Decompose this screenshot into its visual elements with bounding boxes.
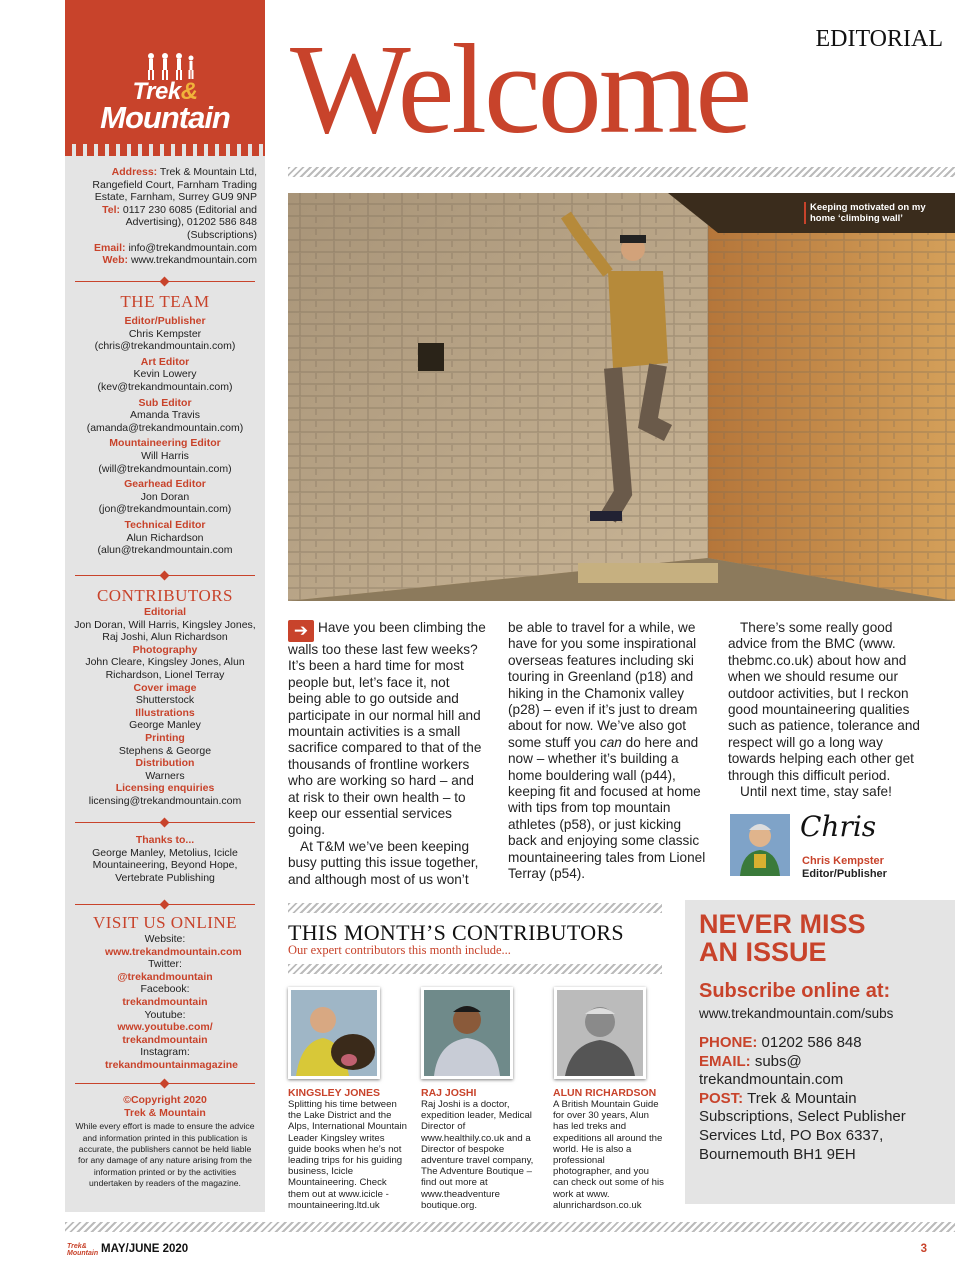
team-email: (alun@trekandmountain.com — [97, 544, 233, 557]
team-name: Amanda Travis — [129, 409, 201, 422]
credit-label: Editorial — [143, 606, 186, 618]
signature: Chris — [800, 810, 877, 843]
copyright-section — [65, 1094, 265, 1190]
team-email: (jon@trekandmountain.com) — [98, 503, 232, 516]
article-col-2 — [508, 620, 706, 883]
footer-logo — [67, 1243, 98, 1257]
thanks-label: Thanks to... — [135, 834, 195, 846]
signature-block — [802, 855, 887, 881]
phone-label: PHONE: — [699, 1034, 758, 1051]
editor-photo — [730, 814, 790, 876]
address-block: Address: Trek & Mountain Ltd, Rangefield Court, Farnham Trading Estate, Farnham, Surrey GU9 9NP Tel: 0117 230 6085 (Editorial and Advertising), 01202 586 848 (Subscriptions) Email: info@trekandmountain.com Web: www.trekandmountain.com — [92, 166, 257, 267]
logo-text-bottom: Mountain — [100, 100, 230, 135]
team-name: Jon Doran — [140, 490, 190, 503]
contributor-photo-raj — [421, 987, 513, 1079]
team-role: Sub Editor — [138, 396, 192, 409]
credit-label: Printing — [145, 731, 185, 744]
online-section — [65, 913, 265, 1072]
contributor-name: KINGSLEY JONES — [288, 1087, 380, 1099]
online-value[interactable]: trekandmountainmagazine — [105, 1058, 239, 1071]
phone-value: 01202 586 848 — [761, 1034, 862, 1051]
post-value: Trek & Mountain Subscriptions, Select Publisher Services Ltd, PO Box 6337, Bournemouth BH1 9EH — [699, 1089, 906, 1163]
email-label: EMAIL: — [699, 1052, 751, 1070]
article-paragraph: Have you been climbing the walls too these last few weeks? It’s been a hard time for most people but, let’s face it, not being able to go outside and participate in our normal hill and mountain activities is a small sacrifice compared to that of the thousands of frontline workers who are working so hard – and at risk to their own health – to keep our essential services going. — [288, 620, 486, 838]
hatch-rule — [288, 964, 662, 974]
subscribe-headline — [699, 910, 866, 966]
thanks-section — [65, 834, 265, 884]
article-col-3 — [728, 620, 926, 800]
contributors-title: THIS MONTH’S CONTRIBUTORS — [288, 920, 624, 945]
team-role: Gearhead Editor — [124, 478, 206, 491]
credit-label: Distribution — [135, 757, 195, 770]
subscribe-online-label: Subscribe online at: — [699, 980, 891, 1002]
post-label: POST: — [699, 1089, 744, 1107]
subscribe-box — [685, 900, 955, 1204]
article-emphasis: can — [599, 734, 622, 750]
credit-value: George Manley — [129, 719, 201, 732]
credit-label: Cover image — [133, 681, 197, 694]
contributor-photo-kingsley — [288, 987, 380, 1079]
credit-value: Warners — [145, 769, 185, 782]
team-email: (chris@trekandmountain.com) — [94, 340, 236, 353]
team-name: Kevin Lowery — [133, 368, 197, 381]
team-email: (amanda@trekandmountain.com) — [86, 421, 244, 434]
sidebar — [65, 0, 265, 1212]
online-label: Youtube: — [144, 1008, 186, 1021]
logo-block — [65, 0, 265, 150]
credit-value: Jon Doran, Will Harris, Kingsley Jones, Raj Joshi, Alun Richardson — [74, 618, 256, 644]
hero-photo — [288, 193, 955, 601]
team-role: Technical Editor — [124, 518, 206, 531]
article-col-1 — [288, 620, 486, 888]
team-role: Mountaineering Editor — [109, 437, 221, 450]
contributor-bio: Raj Joshi is a doctor, expedition leader, Medical Director of www.healthily.co.uk and a Director of bespoke adventure travel company, The Adventure Boutique – find out more at www.theadventure boutique.org. — [421, 1099, 534, 1211]
contributor-bio: A British Mountain Guide for over 30 years, Alun has led treks and expeditions all around the world. He is also a professional photographer, and you can check out some of his work at www. alunrichardson.co.uk — [553, 1099, 664, 1211]
credit-value: licensing@trekandmountain.com — [88, 794, 242, 807]
team-section — [65, 292, 265, 557]
article-text: do here and now – whether it’s building a home bouldering wall (p44), keeping fit and focused at home with tips from top mountain athletes (p58), or just kicking back and enjoying some classic mountaineering tales from Lionel Terray (p54). — [508, 734, 706, 882]
signature-role: Editor/Publisher — [802, 868, 887, 880]
team-name: Chris Kempster — [128, 327, 202, 340]
diamond-icon — [160, 900, 170, 910]
logo-text-top: Trek& — [132, 78, 198, 105]
subscribe-contact — [699, 1034, 949, 1164]
signature-name: Chris Kempster — [802, 855, 884, 867]
contributor-bio: Splitting his time between the Lake District and the Alps, International Mountain Leader Kingsley writes guide books when he’s not leading trips for his guiding business, Icicle Mountaineering. Check them out at www.icicle -mountaineering.ltd.uk — [288, 1099, 407, 1211]
contributors-subtitle: Our expert contributors this month include... — [288, 943, 511, 957]
contributor-name: RAJ JOSHI — [421, 1087, 477, 1099]
hatch-rule — [288, 167, 955, 177]
online-value[interactable]: trekandmountain — [122, 995, 208, 1008]
online-label: Website: — [144, 933, 186, 945]
team-role: Editor/Publisher — [124, 315, 206, 327]
footer-logo-bottom: Mountain — [67, 1250, 99, 1257]
copyright-title: ©Copyright 2020 Trek & Mountain — [123, 1094, 207, 1119]
page-title: Welcome — [290, 18, 750, 160]
diamond-icon — [160, 571, 170, 581]
section-label: EDITORIAL — [815, 26, 943, 52]
page-number: 3 — [920, 1243, 927, 1255]
torn-edge — [65, 144, 265, 156]
photo-caption: Keeping motivated on my home ‘climbing wall’ — [804, 202, 940, 224]
online-title: VISIT US ONLINE — [92, 913, 238, 932]
team-name: Will Harris — [141, 449, 189, 462]
thanks-value: George Manley, Metolius, Icicle Mountaineering, Beyond Hope, Vertebrate Publishing — [92, 846, 238, 884]
subscribe-headline-line: AN ISSUE — [699, 937, 827, 967]
online-label: Instagram: — [140, 1046, 190, 1059]
article-paragraph: Until next time, stay safe! — [740, 784, 892, 800]
credits-title: CONTRIBUTORS — [96, 586, 234, 605]
team-name: Alun Richardson — [126, 531, 204, 544]
team-email: (will@trekandmountain.com) — [98, 462, 232, 475]
article-paragraph: At T&M we’ve been keeping busy putting this issue together, and although most of us won’t — [288, 838, 479, 887]
arrow-right-icon: ➔ — [288, 620, 314, 642]
diamond-icon — [160, 818, 170, 828]
team-email: (kev@trekandmountain.com) — [97, 380, 233, 393]
team-list — [65, 315, 265, 557]
online-label: Twitter: — [148, 958, 182, 971]
subscribe-headline-line: NEVER MISS — [699, 909, 866, 939]
email-value[interactable]: subs@ trekandmountain.com — [699, 1052, 844, 1089]
online-list — [65, 933, 265, 1072]
credit-value: Shutterstock — [135, 694, 195, 707]
online-value[interactable]: @trekandmountain — [117, 970, 213, 983]
copyright-text: While every effort is made to ensure the advice and information printed in this publication is accurate, the publishers cannot be held liable for any damage of any nature arising from the information printed or by the activities undertaken by readers of the magazine. — [75, 1121, 255, 1189]
contributor-photo-alun — [554, 987, 646, 1079]
hatch-rule — [288, 903, 662, 913]
credits-list — [65, 606, 265, 808]
online-value[interactable]: www.youtube.com/ trekandmountain — [117, 1021, 213, 1046]
credit-label: Licensing enquiries — [115, 782, 215, 795]
credit-label: Illustrations — [135, 706, 195, 719]
credits-section — [65, 586, 265, 808]
diamond-icon — [160, 277, 170, 287]
online-label: Facebook: — [140, 983, 190, 996]
subscribe-url[interactable]: www.trekandmountain.com/subs — [699, 1006, 894, 1021]
contributor-name: ALUN RICHARDSON — [553, 1087, 657, 1099]
hatch-rule — [65, 1222, 955, 1232]
credit-value: Stephens & George — [118, 744, 212, 757]
article-text: be able to travel for a while, we have for you some inspirational overseas features including ski touring in Greenland (p18) and hiking in the Chamonix valley (p28) – even if it’s just to dream about for now. We’ve also got some stuff you — [508, 620, 698, 750]
diamond-icon — [160, 1079, 170, 1089]
credit-label: Photography — [132, 643, 198, 656]
footer-logo-top: Trek& — [67, 1243, 87, 1250]
online-value[interactable]: www.trekandmountain.com — [105, 945, 242, 958]
article-paragraph: There’s some really good advice from the BMC (www. thebmc.co.uk) about how and when we should resume our outdoor activities, but I reckon good mountaineering qualities such as patience, tolerance and respect will go a long way towards helping each other get through this difficult period. — [728, 620, 920, 783]
team-role: Art Editor — [140, 355, 190, 368]
team-title: THE TEAM — [120, 292, 210, 311]
credit-value: John Cleare, Kingsley Jones, Alun Richardson, Lionel Terray — [85, 656, 245, 681]
issue-date: MAY/JUNE 2020 — [101, 1243, 189, 1255]
